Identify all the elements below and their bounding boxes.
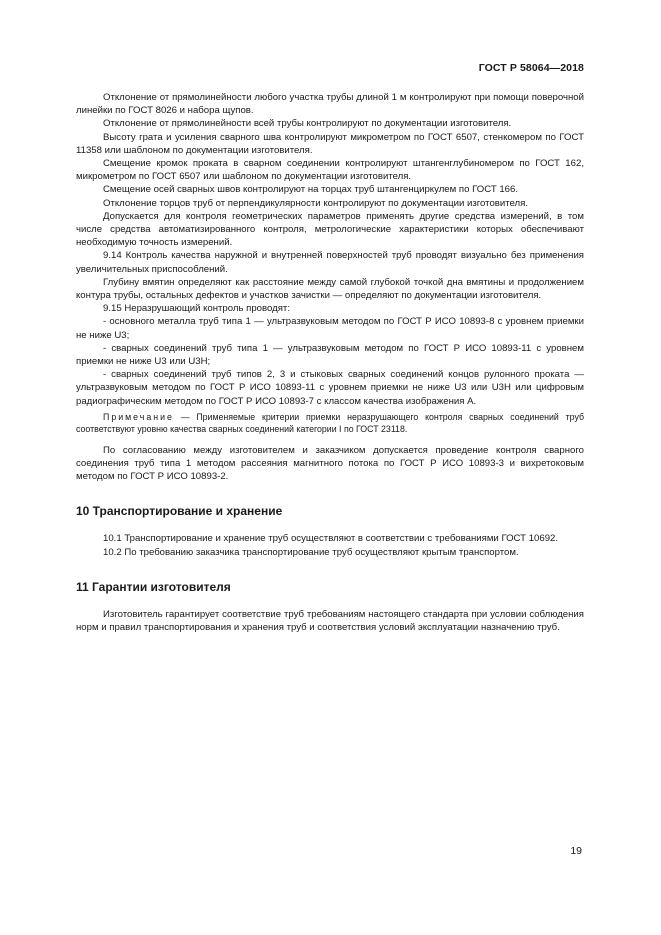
- list-item: - сварных соединений труб типов 2, 3 и стыковых сварных соединений концов рулонного проката — ультразвуковым методом по ГОСТ Р ИСО 10893-11 с уровнем приемки не ниже U3 или U3H или цифровым радиографическим методом по ГОСТ Р ИСО 10893-7 с классом качества изображения А.: [76, 369, 584, 407]
- note-label: Примечание: [103, 411, 174, 422]
- paragraph: Отклонение от прямолинейности любого участка трубы длиной 1 м контролируют при помощи поверочной линейки по ГОСТ 8026 и набора щупов.: [76, 92, 584, 117]
- section-11-title: 11 Гарантии изготовителя: [76, 579, 231, 594]
- list-item: - основного металла труб типа 1 — ультразвуковым методом по ГОСТ Р ИСО 10893-8 с уровнем приемки не ниже U3;: [76, 316, 584, 341]
- page-number: 19: [570, 845, 582, 857]
- note-text: — Применяемые критерии приемки неразрушающего контроля сварных соединений труб соответствуют уровню качества сварных соединений категории I по ГОСТ 23118.: [76, 411, 584, 434]
- section-10-title: 10 Транспортирование и хранение: [76, 504, 283, 519]
- paragraph: По согласованию между изготовителем и заказчиком допускается проведение контроля сварного соединения труб типа 1 методом рассеяния магнитного потока по ГОСТ Р ИСО 10893-3 и вихретоковым методом по ГОСТ Р ИСО 10893-2.: [76, 444, 584, 483]
- paragraph: Смещение кромок проката в сварном соединении контролируют штангенглубиномером по ГОСТ 162, микрометром по ГОСТ 6507 или шаблоном по документации изготовителя.: [76, 158, 584, 183]
- paragraph: Отклонение торцов труб от перпендикулярности контролируют по документации изготовителя.: [103, 197, 529, 209]
- paragraph-10-2: 10.2 По требованию заказчика транспортирование труб осуществляют крытым транспортом.: [103, 546, 519, 558]
- paragraph: Глубину вмятин определяют как расстояние между самой глубокой точкой дна вмятины и продолжением контура трубы, остальных дефектов и участков зачистки — определяют по документации изготовителя.: [76, 276, 584, 302]
- paragraph: Высоту грата и усиления сварного шва контролируют микрометром по ГОСТ 6507, стенкомером по ГОСТ 11358 или шаблоном по документации изготовителя.: [76, 131, 584, 156]
- paragraph-9-14: 9.14 Контроль качества наружной и внутренней поверхностей труб проводят визуально без применения увеличительных приспособлений.: [76, 250, 584, 275]
- paragraph-9-15: 9.15 Неразрушающий контроль проводят:: [103, 303, 290, 315]
- document-body: [76, 91, 584, 634]
- paragraph-10-1: 10.1 Транспортирование и хранение труб осуществляют в соответствии с требованиями ГОСТ 10692.: [103, 533, 559, 545]
- paragraph: Смещение осей сварных швов контролируют на торцах труб штангенциркулем по ГОСТ 166.: [103, 184, 519, 196]
- paragraph: Допускается для контроля геометрических параметров применять другие средства измерений, в том числе средства автоматизированного контроля, метрологические характеристики которых обеспечивают необходимую точность измерений.: [76, 210, 584, 249]
- paragraph: Отклонение от прямолинейности всей трубы контролируют по документации изготовителя.: [103, 118, 512, 130]
- list-item: - сварных соединений труб типа 1 — ультразвуковым методом по ГОСТ Р ИСО 10893-11 с уровнем приемки не ниже U3 или U3H;: [76, 342, 584, 368]
- note: [76, 411, 584, 435]
- paragraph-11: Изготовитель гарантирует соответствие труб требованиям настоящего стандарта при условии соблюдения норм и правил транспортирования и хранения труб и соответствия условий эксплуатации назначению труб.: [76, 608, 584, 634]
- standard-header: ГОСТ Р 58064—2018: [478, 62, 584, 74]
